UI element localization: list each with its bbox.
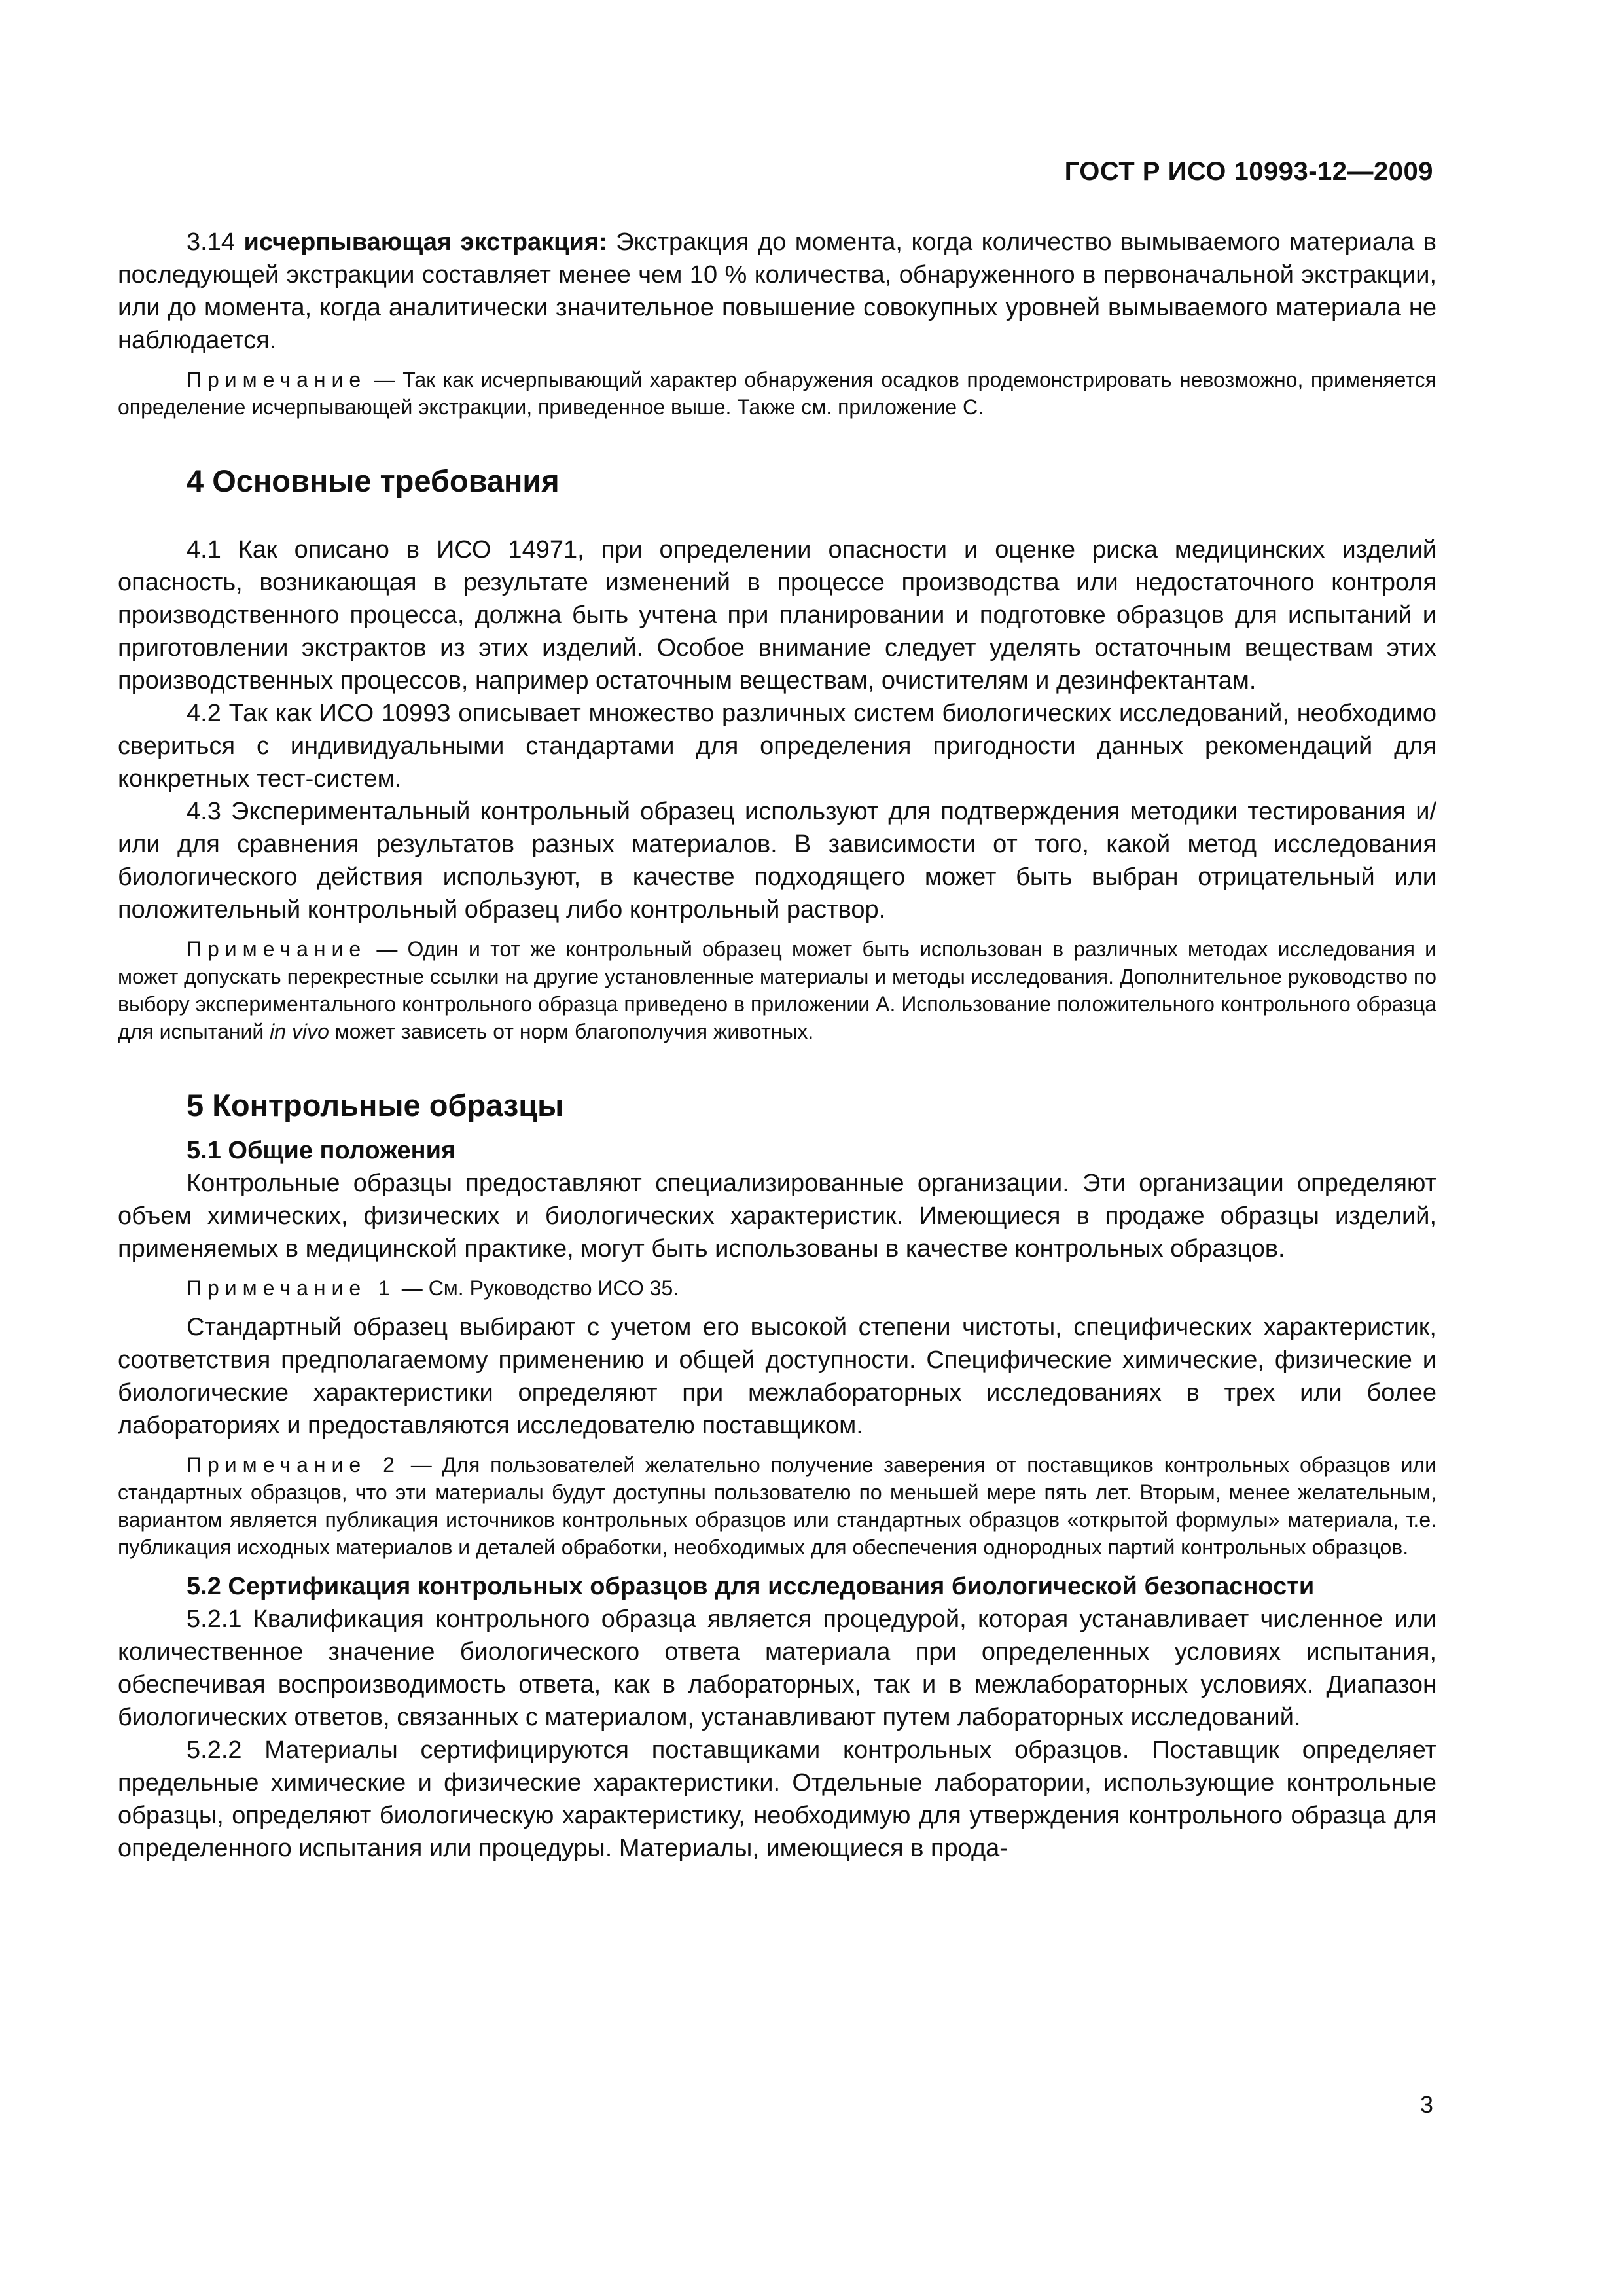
- section-4-heading: 4 Основные требования: [187, 463, 560, 498]
- note-2: [118, 1451, 1436, 1561]
- note-label: Примечание: [187, 368, 367, 391]
- page-content: [118, 226, 1436, 1865]
- note-text: — Для пользователей желательно получение заверения от поставщиков контрольных образцов или стандартных образцов, что эти материалы будут доступны пользователю по меньшей мере пять лет. Вторым, менее желательным, вариантом является публикация источников контрольных образцов или стандартных образцов «открытой формулы» материала, т.е. публикация исходных материалов и деталей обработки, необходимых для обеспечения однородных партий контрольных образцов.: [118, 1453, 1437, 1559]
- paragraph-4-2: 4.2 Так как ИСО 10993 описывает множество различных систем биологических исследований, необходимо свериться с индивидуальными стандартами для определения пригодности данных рекомендаций для конкретных тест-систем.: [118, 700, 1436, 793]
- page-number: 3: [1419, 2091, 1433, 2118]
- document-code-header: ГОСТ Р ИСО 10993-12—2009: [1064, 157, 1433, 186]
- note-label: Примечание 1: [187, 1276, 396, 1300]
- note-1: [118, 1274, 1436, 1302]
- paragraph-5-2-1: 5.2.1 Квалификация контрольного образца является процедурой, которая устанавливает численное или количественное значение биологического ответа материала при определенных условиях испытания, обеспечивая воспроизводимость ответа, как в лабораторных, так и в межлабораторных условиях. Диапазон биологических ответов, связанных с материалом, устанавливают путем лабораторных исследований.: [118, 1605, 1436, 1731]
- subsection-5-2-heading: 5.2 Сертификация контрольных образцов для исследования биологической безопасности: [187, 1573, 1315, 1600]
- term-definition: исчерпывающая экстракция:: [243, 228, 607, 256]
- subsection-5-1-heading: 5.1 Общие положения: [187, 1137, 456, 1164]
- paragraph-4-3: 4.3 Экспериментальный контрольный образец используют для подтверждения методики тестирования и/или для сравнения результатов разных материалов. В зависимости от того, какой метод исследования биологического действия используют, в качестве подходящего может быть выбран отрицательный или положительный контрольный образец либо контрольный раствор.: [118, 798, 1436, 924]
- definition-text: Экстракция до момента, когда количество вымываемого материала в последующей экстракции составляет менее чем 10 % количества, обнаруженного в первоначальной экстракции, или до момента, когда аналитически значительное повышение совокупных уровней вымываемого материала не наблюдается.: [118, 228, 1436, 354]
- paragraph-3-14: [118, 226, 1436, 357]
- clause-number: 3.14: [187, 228, 235, 256]
- note-3-14: [118, 366, 1436, 421]
- section-5-heading: 5 Контрольные образцы: [187, 1088, 564, 1122]
- note-label: Примечание: [187, 937, 367, 961]
- paragraph-5-2-2: 5.2.2 Материалы сертифицируются поставщиками контрольных образцов. Поставщик определяет предельные химические и физические характеристики. Отдельные лаборатории, использующие контрольные образцы, определяют биологическую характеристику, необходимую для утверждения контрольного образца для определенного испытания или процедуры. Материалы, имеющиеся в прода-: [118, 1736, 1436, 1862]
- note-4-3: [118, 935, 1436, 1045]
- paragraph-4-1: 4.1 Как описано в ИСО 14971, при определении опасности и оценке риска медицинских изделий опасность, возникающая в результате изменений в процессе производства или недостаточного контроля производственного процесса, должна быть учтена при планировании и подготовке образцов для испытаний и приготовлении экстрактов из этих изделий. Особое внимание следует уделять остаточным веществам этих производственных процессов, например остаточным веществам, очистителям и дезинфектантам.: [118, 536, 1436, 694]
- note-text-a: — Один и тот же контрольный образец может быть использован в различных методах исследования и может допускать перекрестные ссылки на другие установленные материалы и методы исследования. Дополнительное руководство по выбору экспериментального контрольного образца приведено в приложении А. Использование положительного контрольного образца для испытаний: [118, 937, 1436, 1043]
- note-text: — Так как исчерпывающий характер обнаружения осадков продемонстрировать невозможно, применяется определение исчерпывающей экстракции, приведенное выше. Также см. приложение С.: [118, 368, 1437, 419]
- note-label: Примечание 2: [187, 1453, 401, 1477]
- note-italic-term: in vivo: [270, 1020, 329, 1043]
- note-text-b: может зависеть от норм благополучия животных.: [334, 1020, 814, 1043]
- paragraph-5-1-a: Контрольные образцы предоставляют специализированные организации. Эти организации определяют объем химических, физических и биологических характеристик. Имеющиеся в продаже образцы изделий, применяемых в медицинской практике, могут быть использованы в качестве контрольных образцов.: [118, 1170, 1436, 1263]
- note-text: — См. Руководство ИСО 35.: [401, 1276, 679, 1300]
- paragraph-5-1-b: Стандартный образец выбирают с учетом его высокой степени чистоты, специфических характеристик, соответствия предполагаемому применению и общей доступности. Специфические химические, физические и биологические характеристики определяют при межлабораторных исследованиях в трех или более лабораториях и предоставляются исследователю поставщиком.: [118, 1314, 1436, 1439]
